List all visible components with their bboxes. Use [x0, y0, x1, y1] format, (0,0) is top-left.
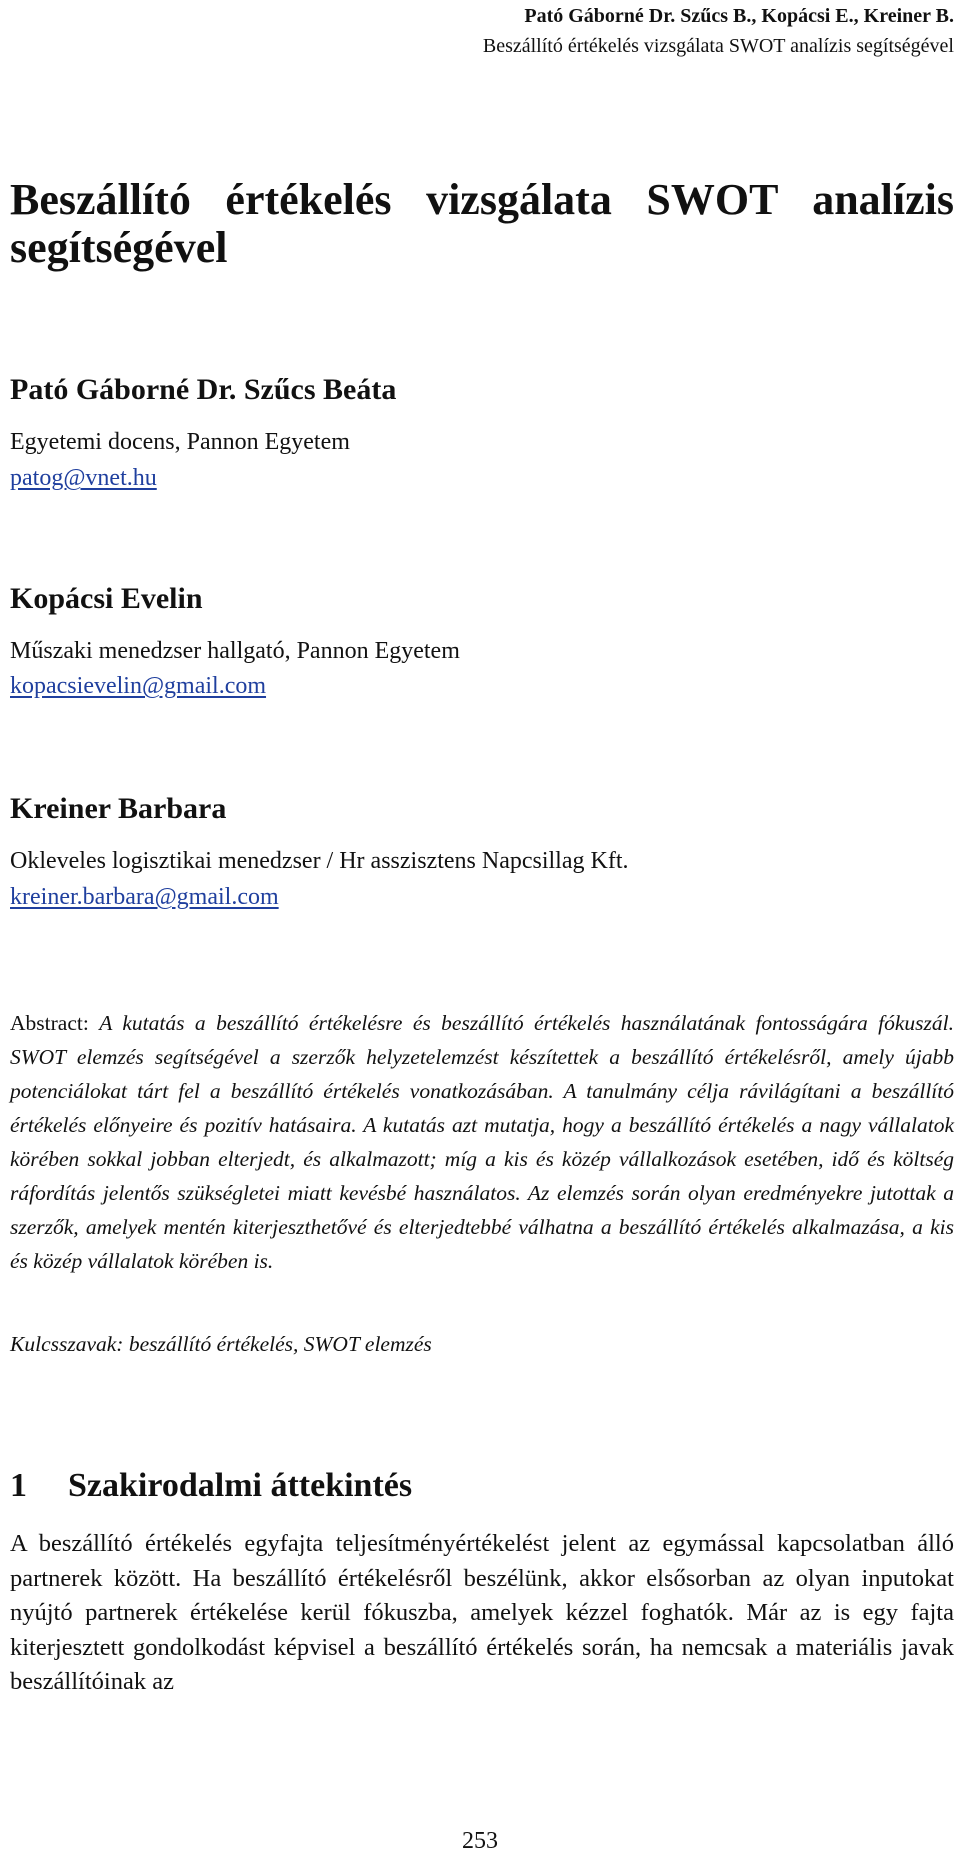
author-affiliation: Műszaki menedzser hallgató, Pannon Egyetem — [10, 638, 460, 664]
author-name: Pató Gáborné Dr. Szűcs Beáta — [10, 373, 397, 406]
abstract — [10, 1006, 954, 1278]
author-email-link[interactable]: kreiner.barbara@gmail.com — [10, 884, 279, 910]
running-header-title: Beszállító értékelés vizsgálata SWOT analízis segítségével — [482, 35, 954, 57]
author-email-link[interactable]: kopacsievelin@gmail.com — [10, 673, 267, 699]
author-email-link[interactable]: patog@vnet.hu — [10, 465, 157, 491]
section-title: Szakirodalmi áttekintés — [68, 1467, 413, 1504]
author-name: Kreiner Barbara — [10, 792, 227, 825]
author-affiliation: Egyetemi docens, Pannon Egyetem — [10, 429, 350, 455]
abstract-label: Abstract: — [10, 1011, 89, 1035]
paper-title: Beszállító értékelés vizsgálata SWOT analízis segítségével — [10, 175, 954, 272]
running-header-authors: Pató Gáborné Dr. Szűcs B., Kopácsi E., Kreiner B. — [524, 5, 954, 27]
abstract-text: A kutatás a beszállító értékelésre és beszállító értékelés használatának fontosságára fókuszál. SWOT elemzés segítségével a szerzők helyzetelemzést készítettek a beszállító értékelésről, amely újabb potenciálokat tárt fel a beszállító értékelés vonatkozásában. A tanulmány célja rávilágítani a beszállító értékelés előnyeire és pozitív hatásaira. A kutatás azt mutatja, hogy a beszállító értékelés a nagy vállalatok körében sokkal jobban elterjedt, és alkalmazott; míg a kis és közép vállalkozások esetében, idő és költség ráfordítás jelentős szükségletei miatt kevésbé használatos. Az elemzés során olyan eredményekre jutottak a szerzők, amelyek mentén kiterjeszthetővé és elterjedtebbé válhatna a beszállító értékelés alkalmazása, a kis és közép vállalatok körében is. — [10, 1011, 955, 1273]
body-paragraph: A beszállító értékelés egyfajta teljesítményértékelést jelent az egymással kapcsolatban álló partnerek között. Ha beszállító értékelésről beszélünk, akkor elsősorban az olyan inputokat nyújtó partnerek értékelése kerül fókuszba, amelyek kézzel foghatók. Már az is egy fajta kiterjesztett gondolkodást képvisel a beszállító értékelés során, ha nemcsak a materiális javak beszállítóinak az — [10, 1530, 954, 1695]
keywords: Kulcsszavak: beszállító értékelés, SWOT elemzés — [10, 1332, 432, 1356]
section-number: 1 — [10, 1467, 27, 1504]
section-heading — [10, 1466, 412, 1506]
running-header — [483, 1, 954, 61]
author-affiliation: Okleveles logisztikai menedzser / Hr asszisztens Napcsillag Kft. — [10, 848, 629, 874]
author-name: Kopácsi Evelin — [10, 582, 203, 615]
page-number: 253 — [462, 1828, 498, 1854]
